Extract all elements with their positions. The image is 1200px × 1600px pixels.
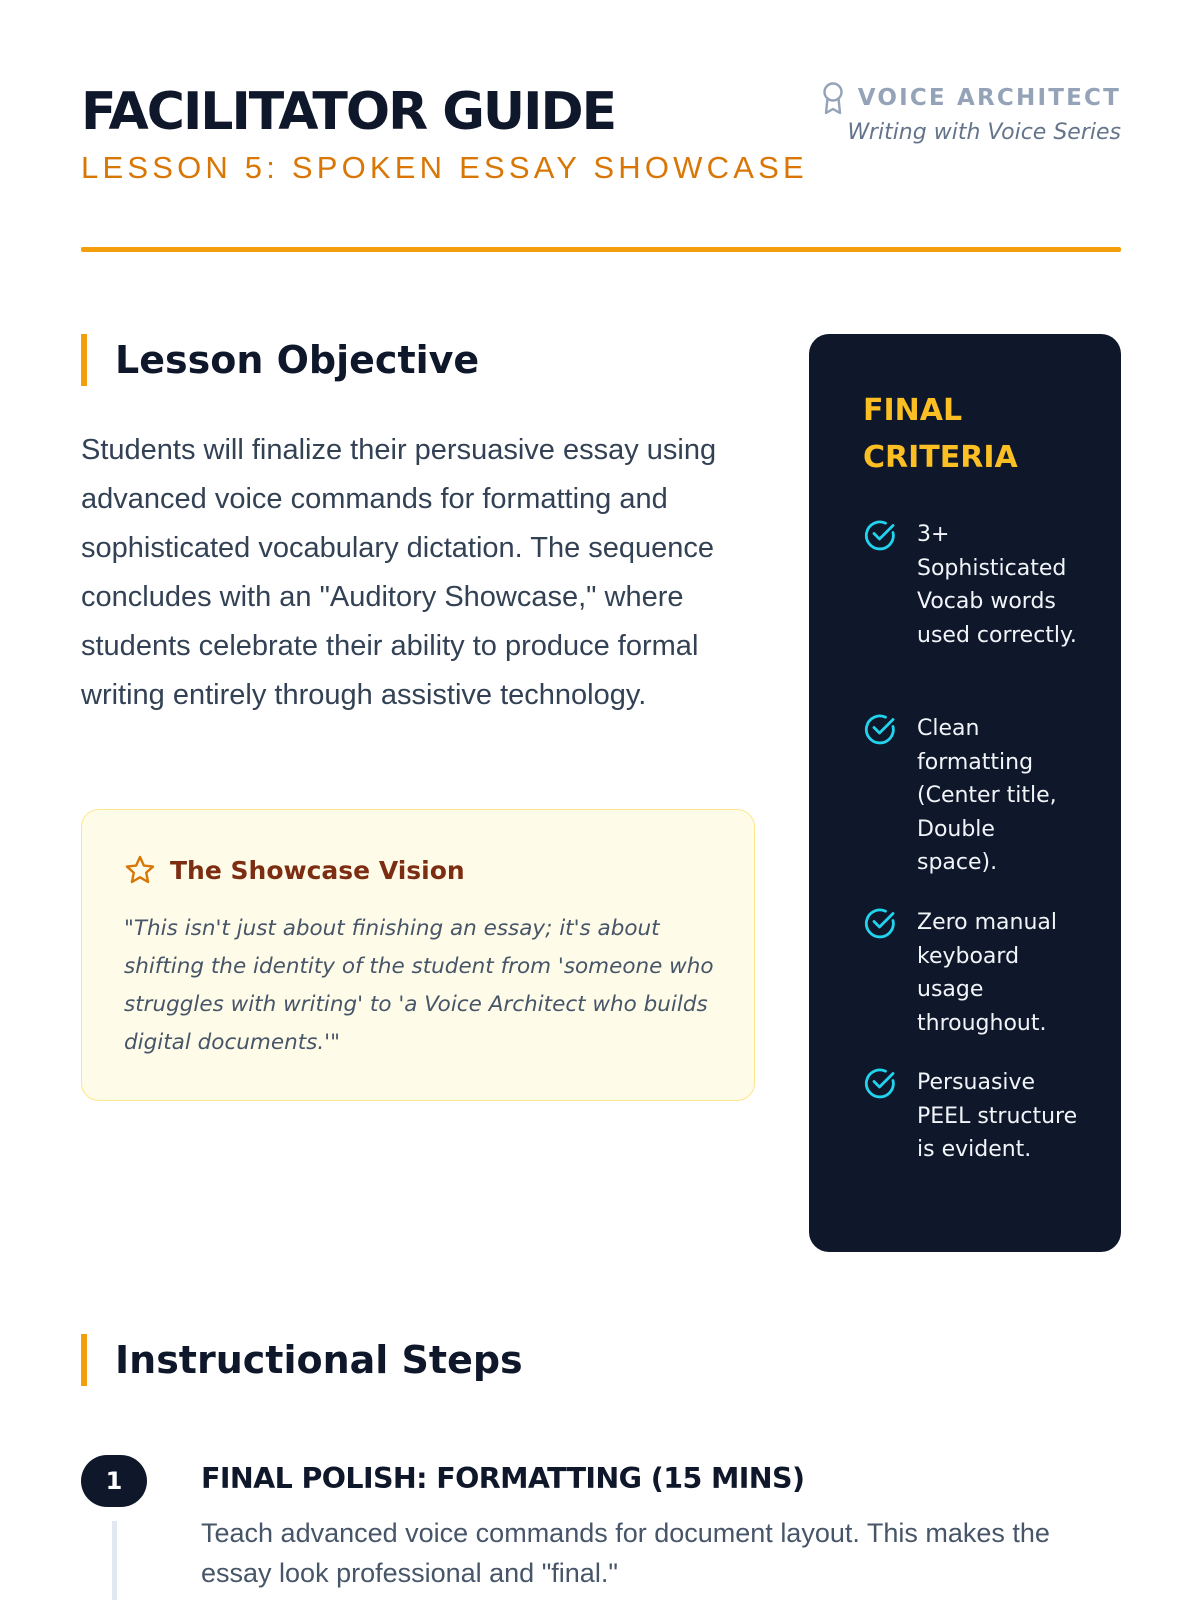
criteria-title: FINAL CRITERIA (863, 393, 1018, 475)
criteria-text: Clean formatting (Center title, Double space). (917, 716, 1057, 875)
lesson-subtitle: LESSON 5: SPOKEN ESSAY SHOWCASE (81, 150, 808, 185)
step-timeline-line (112, 1521, 117, 1600)
vision-quote: "This isn't just about finishing an essay; it's about shifting the identity of the student from 'someone who struggles with writing' to 'a Voice Architect who builds digital documents.'" (124, 916, 714, 1055)
criteria-text: Persuasive PEEL structure is evident. (917, 1070, 1078, 1162)
objective-heading: Lesson Objective (81, 334, 479, 386)
page-title: FACILITATOR GUIDE (81, 82, 616, 142)
criteria-item (863, 906, 1093, 1040)
guide-page (81, 0, 1121, 1600)
page-header (81, 80, 1121, 256)
award-icon (820, 81, 846, 115)
showcase-vision-card (81, 809, 755, 1101)
header-divider (81, 247, 1121, 252)
check-circle-icon (863, 1066, 897, 1100)
step-title: FINAL POLISH: FORMATTING (15 MINS) (201, 1462, 805, 1495)
brand-block (820, 80, 1121, 145)
step-number-badge: 1 (81, 1455, 147, 1507)
criteria-item (863, 1066, 1093, 1167)
check-circle-icon (863, 712, 897, 746)
criteria-text: Zero manual keyboard usage throughout. (917, 910, 1058, 1036)
check-circle-icon (863, 906, 897, 940)
criteria-text: 3+ Sophisticated Vocab words used correctly. (917, 522, 1077, 648)
check-circle-icon (863, 518, 897, 552)
criteria-item (863, 518, 1093, 652)
final-criteria-card (809, 334, 1121, 1252)
criteria-item (863, 712, 1093, 880)
brand-name: VOICE ARCHITECT (857, 85, 1121, 111)
star-icon (124, 854, 156, 886)
steps-heading: Instructional Steps (81, 1334, 523, 1386)
series-tagline: Writing with Voice Series (847, 120, 1121, 145)
objective-text: Students will finalize their persuasive essay using advanced voice commands for formatting and sophisticated vocabulary dictation. The sequence concludes with an "Auditory Showcase," where students celebrate their ability to produce formal writing entirely through assistive technology. (81, 434, 717, 711)
vision-title: The Showcase Vision (170, 855, 465, 885)
step-description: Teach advanced voice commands for document layout. This makes the essay look professional and "final." (201, 1518, 1050, 1588)
